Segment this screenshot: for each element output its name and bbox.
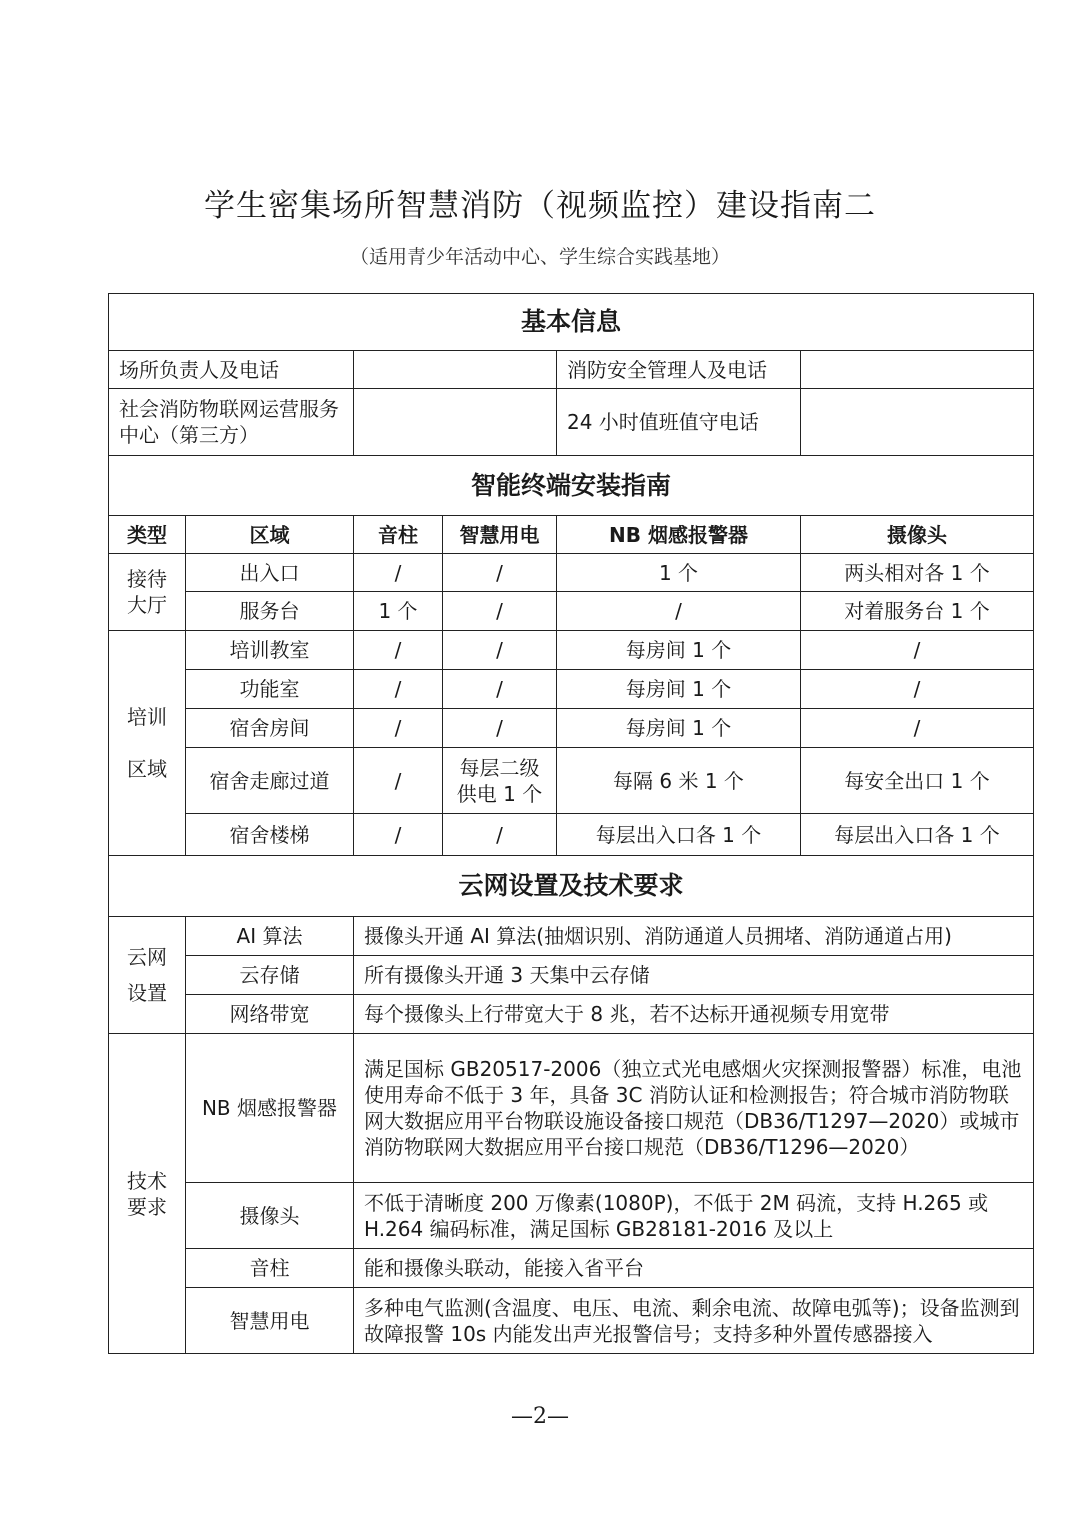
cell-speaker: 1 个 [354,592,443,631]
cell-area: 培训教室 [186,631,354,670]
document-title: 学生密集场所智慧消防（视频监控）建设指南二 [204,188,876,224]
cell-item: 云存储 [186,956,354,995]
section-title-basic-info: 基本信息 [109,294,1034,351]
cell-speaker: / [354,631,443,670]
cell-nb-smoke: 1 个 [557,554,801,592]
value-iot-service-center[interactable] [354,389,557,456]
table-row [109,995,1034,1034]
cell-item: 音柱 [186,1249,354,1288]
table-row [109,956,1034,995]
cell-camera: 对着服务台 1 个 [801,592,1034,631]
label-duty-phone: 24 小时值班值守电话 [557,389,801,456]
cell-nb-smoke: 每房间 1 个 [557,670,801,709]
cell-requirement: 能和摄像头联动，能接入省平台 [354,1249,1034,1288]
column-header-camera: 摄像头 [801,516,1034,554]
cell-smart-power: 每层二级供电 1 个 [443,748,557,814]
cell-area: 服务台 [186,592,354,631]
cell-requirement: 摄像头开通 AI 算法(抽烟识别、消防通道人员拥堵、消防通道占用) [354,917,1034,956]
cell-requirement: 满足国标 GB20517-2006（独立式光电感烟火灾探测报警器）标准，电池使用寿命不低于 3 年，具备 3C 消防认证和检测报告；符合城市消防物联网大数据应用平台物联设施设备接口规范（DB36/T1297—2020）或城市消防物联网大数据应用平台接口规范（DB36/T1296—2020） [354,1034,1034,1183]
cell-area: 宿舍走廊过道 [186,748,354,814]
value-duty-phone[interactable] [801,389,1034,456]
cell-requirement: 多种电气监测(含温度、电压、电流、剩余电流、故障电弧等)；设备监测到故障报警 10s 内能发出声光报警信号；支持多种外置传感器接入 [354,1288,1034,1354]
cell-requirement: 不低于清晰度 200 万像素(1080P)，不低于 2M 码流，支持 H.265 或 H.264 编码标准，满足国标 GB28181-2016 及以上 [354,1183,1034,1249]
value-fire-safety-manager[interactable] [801,351,1034,389]
table-row [109,1034,1034,1183]
cell-smart-power: / [443,592,557,631]
cell-smart-power: / [443,709,557,748]
document-subtitle: （适用青少年活动中心、学生综合实践基地） [349,246,730,268]
cell-nb-smoke: 每层出入口各 1 个 [557,814,801,856]
column-header-type: 类型 [109,516,186,554]
cell-nb-smoke: 每房间 1 个 [557,709,801,748]
section-title-cloud-tech: 云网设置及技术要求 [109,856,1034,917]
cell-camera: / [801,670,1034,709]
cell-requirement: 每个摄像头上行带宽大于 8 兆，若不达标开通视频专用宽带 [354,995,1034,1034]
section-header-row [109,294,1034,351]
cell-area: 宿舍楼梯 [186,814,354,856]
cell-area: 功能室 [186,670,354,709]
cell-item: 网络带宽 [186,995,354,1034]
section-header-row [109,456,1034,516]
cell-speaker: / [354,814,443,856]
table-row [109,917,1034,956]
basic-info-row [109,351,1034,389]
cell-speaker: / [354,554,443,592]
table-row [109,1249,1034,1288]
table-row [109,631,1034,670]
cell-camera: 两头相对各 1 个 [801,554,1034,592]
column-header-speaker: 音柱 [354,516,443,554]
basic-info-row [109,389,1034,456]
cell-area: 出入口 [186,554,354,592]
group-type-cloud-settings: 云网设置 [109,917,186,1034]
group-type-reception: 接待大厅 [109,554,186,631]
column-header-area: 区域 [186,516,354,554]
column-header-smart-power: 智慧用电 [443,516,557,554]
page-number: —2— [511,1404,569,1429]
cell-item: 智慧用电 [186,1288,354,1354]
section-header-row [109,856,1034,917]
cell-item: 摄像头 [186,1183,354,1249]
cell-speaker: / [354,670,443,709]
column-header-nb-smoke: NB 烟感报警器 [557,516,801,554]
cell-nb-smoke: 每房间 1 个 [557,631,801,670]
cell-smart-power: / [443,670,557,709]
cell-camera: / [801,631,1034,670]
group-type-tech-requirements: 技术要求 [109,1034,186,1354]
cell-smart-power: / [443,554,557,592]
cell-camera: / [801,709,1034,748]
cell-smart-power: / [443,814,557,856]
value-venue-manager[interactable] [354,351,557,389]
cell-item: NB 烟感报警器 [186,1034,354,1183]
cell-smart-power: / [443,631,557,670]
label-venue-manager: 场所负责人及电话 [109,351,354,389]
table-row [109,1183,1034,1249]
label-fire-safety-manager: 消防安全管理人及电话 [557,351,801,389]
table-row [109,748,1034,814]
table-row [109,1288,1034,1354]
group-type-training: 培训区域 [109,631,186,856]
cell-camera: 每安全出口 1 个 [801,748,1034,814]
table-row [109,814,1034,856]
table-row [109,670,1034,709]
cell-area: 宿舍房间 [186,709,354,748]
cell-item: AI 算法 [186,917,354,956]
label-iot-service-center: 社会消防物联网运营服务中心（第三方） [109,389,354,456]
cell-speaker: / [354,709,443,748]
table-row [109,709,1034,748]
table-row [109,554,1034,592]
cell-requirement: 所有摄像头开通 3 天集中云存储 [354,956,1034,995]
cell-nb-smoke: 每隔 6 米 1 个 [557,748,801,814]
section-title-install-guide: 智能终端安装指南 [109,456,1034,516]
cell-speaker: / [354,748,443,814]
guide-table [108,293,1034,1354]
cell-nb-smoke: / [557,592,801,631]
column-header-row [109,516,1034,554]
table-row [109,592,1034,631]
cell-camera: 每层出入口各 1 个 [801,814,1034,856]
